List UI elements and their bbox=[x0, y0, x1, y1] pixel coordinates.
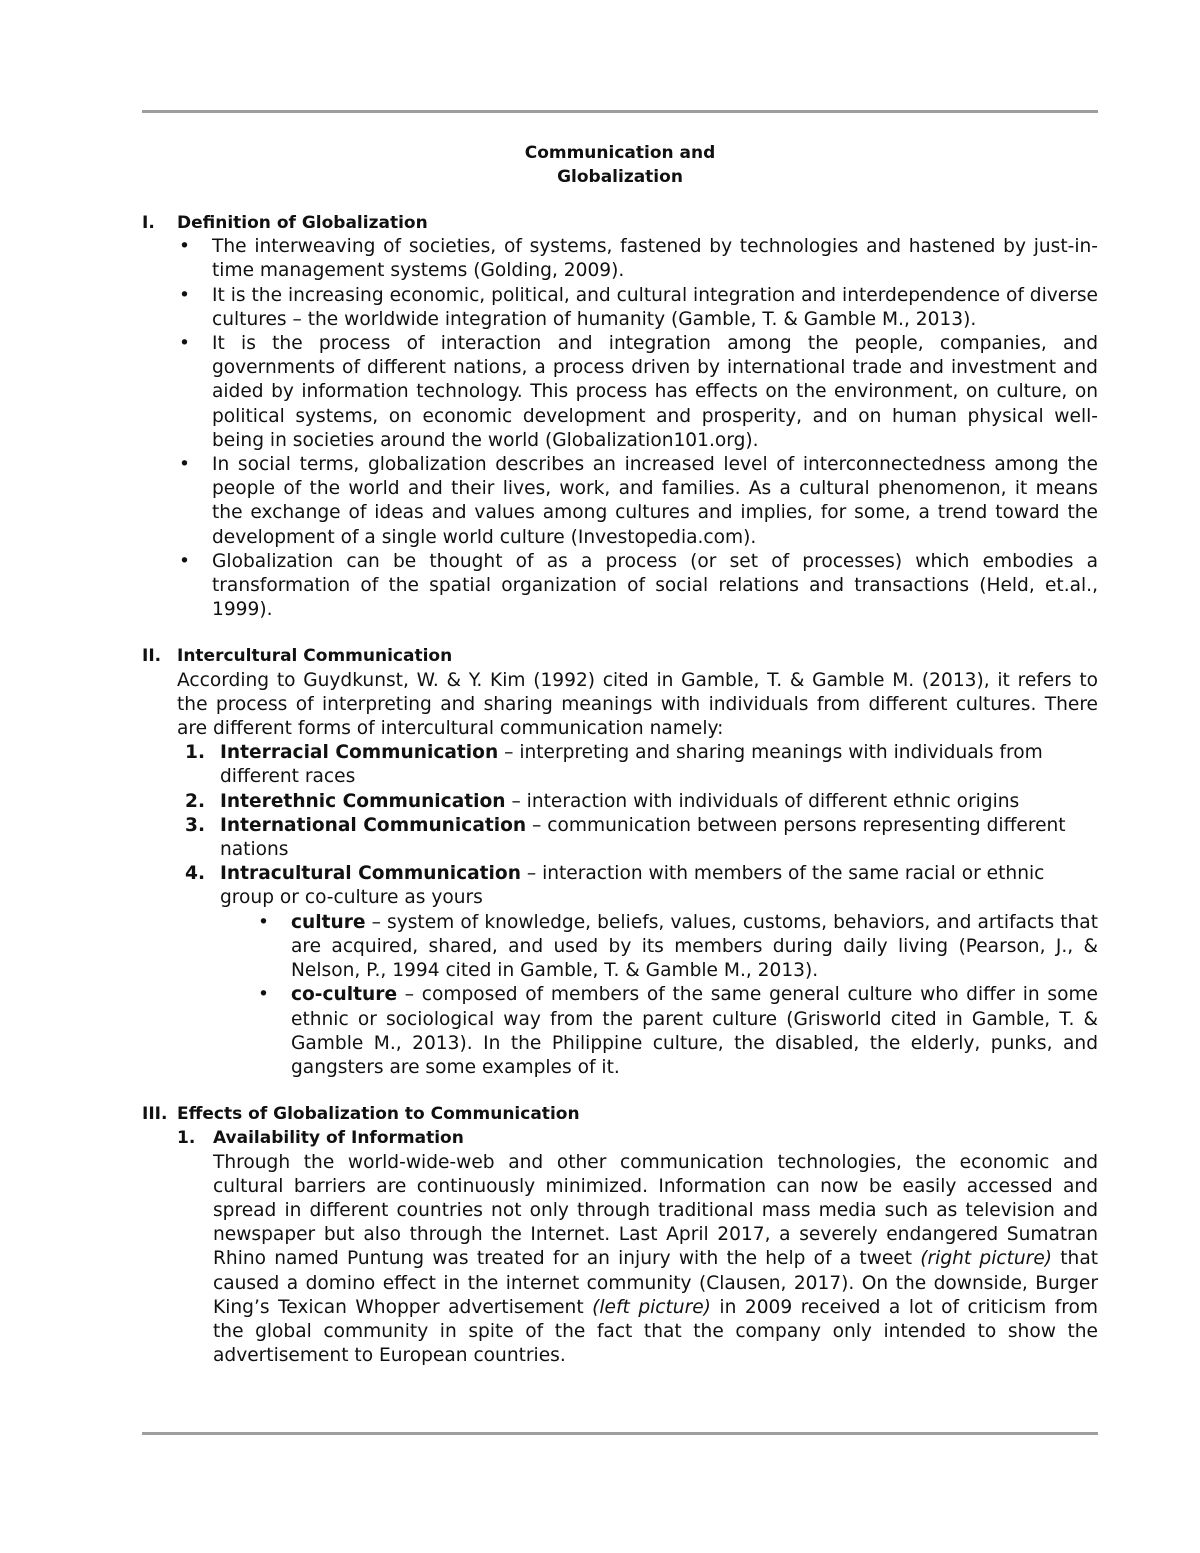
numbered-item: 2. Interethnic Communication – interaction with individuals of different ethnic origins bbox=[185, 790, 1020, 812]
list-item: • Globalization can be thought of as a process (or set of processes) which embodies a transformation of the spatial organization of social relations and transactions (Held, et.al., 1999). bbox=[177, 550, 1098, 623]
section-heading: I. Definition of Globalization bbox=[142, 213, 428, 233]
header-rule bbox=[142, 110, 1098, 113]
bullet-icon bbox=[177, 453, 212, 550]
section-intercultural bbox=[142, 644, 1098, 1080]
list-item: • The interweaving of societies, of systems, fastened by technologies and hastened by just-in-time management systems (Golding, 2009). bbox=[177, 235, 1098, 283]
bullet-icon bbox=[177, 332, 212, 453]
document-title: Communication and Globalization bbox=[524, 143, 716, 187]
section-definition bbox=[142, 211, 1098, 622]
list-item: • culture – system of knowledge, beliefs, values, customs, behaviors, and artifacts that are acquired, shared, and used by its members during daily living (Pearson, J., & Nelson, P., 1994 cited in Gamble, T. & Gamble M., 2013). bbox=[256, 911, 1098, 984]
document-body bbox=[142, 140, 1098, 1368]
bullet-icon bbox=[177, 550, 212, 623]
list-item: • It is the process of interaction and integration among the people, companies, and governments of different nations, a process driven by international trade and investment and aided by information technology. This process has effects on the environment, on culture, on political systems, on economic development and prosperity, and on human physical well-being in societies around the world (Globalization101.org). bbox=[177, 332, 1098, 453]
list-item: • In social terms, globalization describes an increased level of interconnectedness among the people of the world and their lives, work, and families. As a cultural phenomenon, it means the exchange of ideas and values among cultures and implies, for some, a trend toward the development of a single world culture (Investopedia.com). bbox=[177, 453, 1098, 550]
bullet-icon bbox=[177, 284, 212, 332]
subsection-paragraph: Through the world-wide-web and other communication technologies, the economic and cultural barriers are continuously minimized. Information can now be easily accessed and spread in different countries not only through traditional mass media such as television and newspaper but also through the Internet. Last April 2017, a severely endangered Sumatran Rhino named Puntung was treated for an injury with the help of a tweet (right picture) that caused a domino effect in the internet community (Clausen, 2017). On the downside, Burger King’s Texican Whopper advertisement (left picture) in 2009 received a lot of criticism from the global community in spite of the fact that the company only intended to show the advertisement to European countries. bbox=[213, 1151, 1099, 1367]
subsection-heading: 1. Availability of Information bbox=[177, 1128, 464, 1149]
bullet-icon bbox=[177, 235, 212, 283]
section-effects bbox=[142, 1102, 1098, 1368]
list-item: • It is the increasing economic, political, and cultural integration and interdependence of diverse cultures – the worldwide integration of humanity (Gamble, T. & Gamble M., 2013). bbox=[177, 284, 1098, 332]
numbered-item: 1. Interracial Communication – interpreting and sharing meanings with individuals from different races bbox=[185, 742, 1043, 788]
footer-rule bbox=[142, 1432, 1098, 1435]
sub-bullet-list bbox=[256, 911, 1098, 1080]
section-heading: III. Effects of Globalization to Communication bbox=[142, 1104, 580, 1125]
bullet-icon bbox=[256, 911, 291, 984]
numbered-item: 4. Intracultural Communication – interaction with members of the same racial or ethnic group or co-culture as yours bbox=[185, 863, 1045, 909]
section-heading: II. Intercultural Communication bbox=[142, 646, 453, 667]
section-intro: According to Guydkunst, W. & Y. Kim (1992) cited in Gamble, T. & Gamble M. (2013), it refers to the process of interpreting and sharing meanings with individuals from different cultures. There are different forms of intercultural communication namely: bbox=[177, 669, 1098, 740]
bullet-icon bbox=[256, 983, 291, 1080]
list-item: • co-culture – composed of members of the same general culture who differ in some ethnic or sociological way from the parent culture (Grisworld cited in Gamble, T. & Gamble M., 2013). In the Philippine culture, the disabled, the elderly, punks, and gangsters are some examples of it. bbox=[256, 983, 1098, 1080]
numbered-item: 3. International Communication – communication between persons representing different nations bbox=[185, 814, 1066, 861]
